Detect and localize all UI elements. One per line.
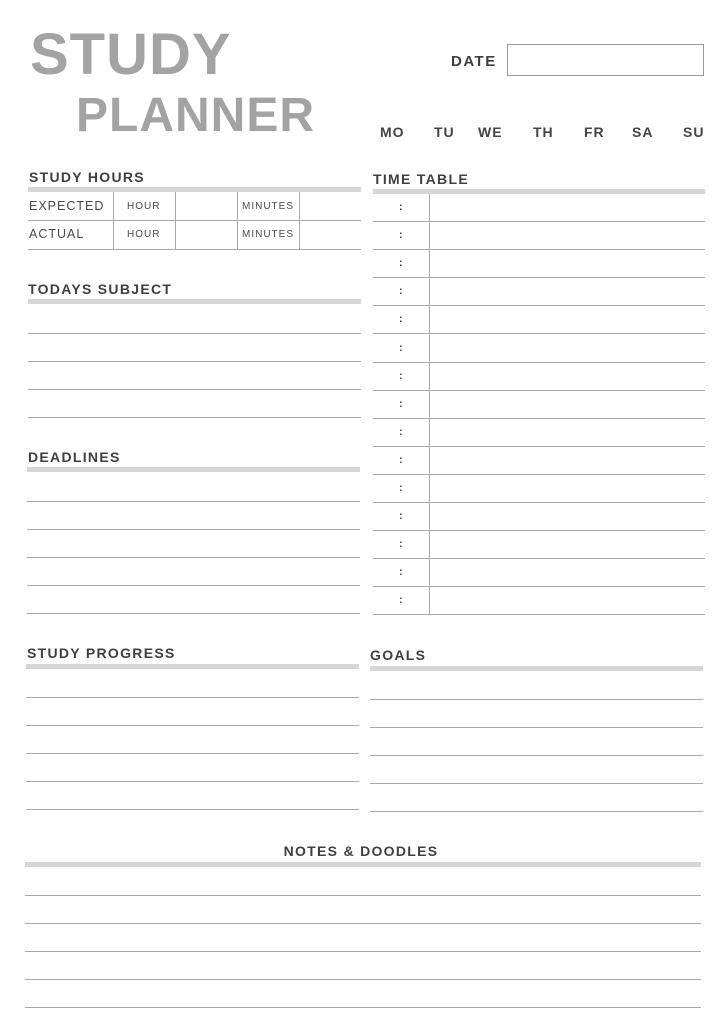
time-table-row[interactable] <box>373 503 705 530</box>
actual-minutes-label: MINUTES <box>242 229 294 240</box>
notes-writing-line[interactable] <box>25 896 701 924</box>
goal-writing-line[interactable] <box>370 784 703 812</box>
deadline-writing-line[interactable] <box>27 530 360 558</box>
deadlines-heading: DEADLINES <box>28 449 121 465</box>
time-table-row[interactable] <box>373 194 705 221</box>
actual-hour-field[interactable] <box>176 222 236 248</box>
notes-writing-line[interactable] <box>25 952 701 980</box>
time-table-row[interactable] <box>373 278 705 305</box>
actual-minutes-field[interactable] <box>300 222 360 248</box>
time-table-row[interactable] <box>373 531 705 558</box>
expected-hour-field[interactable] <box>176 193 236 219</box>
expected-label: EXPECTED <box>29 199 105 213</box>
day-monday[interactable]: MO <box>380 124 405 140</box>
table-col-divider <box>237 192 238 249</box>
time-table-row[interactable] <box>373 559 705 586</box>
day-thursday[interactable]: TH <box>533 124 554 140</box>
day-sunday[interactable]: SU <box>683 124 705 140</box>
subject-writing-line[interactable] <box>28 390 361 418</box>
time-separator: : <box>399 482 403 494</box>
notes-writing-line[interactable] <box>25 924 701 952</box>
date-label: DATE <box>451 53 497 70</box>
goals-heading: GOALS <box>370 647 427 663</box>
time-table-row[interactable] <box>373 447 705 474</box>
study-hours-table <box>28 192 361 250</box>
time-table-row-line <box>373 614 705 615</box>
notes-writing-line[interactable] <box>25 868 701 896</box>
progress-writing-line[interactable] <box>26 698 359 726</box>
expected-hour-label: HOUR <box>127 201 161 212</box>
day-tuesday[interactable]: TU <box>434 124 455 140</box>
day-friday[interactable]: FR <box>584 124 605 140</box>
time-separator: : <box>399 425 403 438</box>
time-table-row[interactable] <box>373 363 705 390</box>
todays-subject-heading: TODAYS SUBJECT <box>28 281 173 297</box>
goal-writing-line[interactable] <box>370 728 703 756</box>
day-wednesday[interactable]: WE <box>478 124 503 140</box>
planner-title-planner: PLANNER <box>76 89 316 142</box>
time-table-row[interactable] <box>373 419 705 446</box>
study-progress-bar <box>26 664 359 669</box>
deadline-writing-line[interactable] <box>27 558 360 586</box>
time-separator: : <box>399 229 403 242</box>
notes-heading: NOTES & DOODLES <box>283 843 439 859</box>
time-table-row[interactable] <box>373 475 705 502</box>
time-table-row[interactable] <box>373 391 705 418</box>
subject-writing-line[interactable] <box>28 334 361 362</box>
time-separator: : <box>399 369 403 382</box>
time-separator: : <box>399 397 403 410</box>
progress-writing-line[interactable] <box>26 782 359 810</box>
time-separator: : <box>399 538 403 551</box>
date-field[interactable] <box>507 44 704 76</box>
time-separator: : <box>399 313 403 326</box>
deadline-writing-line[interactable] <box>27 474 360 502</box>
progress-writing-line[interactable] <box>26 726 359 754</box>
notes-bar <box>25 862 701 867</box>
goals-bar <box>370 666 703 671</box>
deadline-writing-line[interactable] <box>27 586 360 614</box>
day-saturday[interactable]: SA <box>632 124 654 140</box>
time-table-row[interactable] <box>373 222 705 249</box>
actual-hour-label: HOUR <box>127 229 161 240</box>
time-table-row[interactable] <box>373 250 705 277</box>
expected-minutes-label: MINUTES <box>242 201 294 212</box>
time-table-row[interactable] <box>373 306 705 333</box>
goal-writing-line[interactable] <box>370 700 703 728</box>
goal-writing-line[interactable] <box>370 672 703 700</box>
table-col-divider <box>113 192 114 249</box>
progress-writing-line[interactable] <box>26 670 359 698</box>
expected-minutes-field[interactable] <box>300 193 360 219</box>
time-separator: : <box>399 453 403 466</box>
time-separator: : <box>399 566 403 579</box>
time-separator: : <box>399 594 403 607</box>
time-separator: : <box>399 285 403 298</box>
time-separator: : <box>399 201 403 213</box>
deadline-writing-line[interactable] <box>27 502 360 530</box>
table-row-divider <box>28 220 361 221</box>
time-separator: : <box>399 257 403 270</box>
time-separator: : <box>399 510 403 523</box>
todays-subject-bar <box>28 299 361 304</box>
actual-label: ACTUAL <box>29 227 85 241</box>
study-hours-heading: STUDY HOURS <box>29 169 145 185</box>
time-table-heading: TIME TABLE <box>373 171 469 187</box>
time-table-row[interactable] <box>373 587 705 614</box>
table-bottom-line <box>28 249 361 250</box>
subject-writing-line[interactable] <box>28 362 361 390</box>
goal-writing-line[interactable] <box>370 756 703 784</box>
time-table-row[interactable] <box>373 335 705 362</box>
progress-writing-line[interactable] <box>26 754 359 782</box>
time-separator: : <box>399 341 403 354</box>
planner-title-study: STUDY <box>30 22 232 87</box>
subject-writing-line[interactable] <box>28 306 361 334</box>
study-progress-heading: STUDY PROGRESS <box>27 645 176 661</box>
deadlines-bar <box>27 467 360 472</box>
notes-writing-line[interactable] <box>25 980 701 1008</box>
